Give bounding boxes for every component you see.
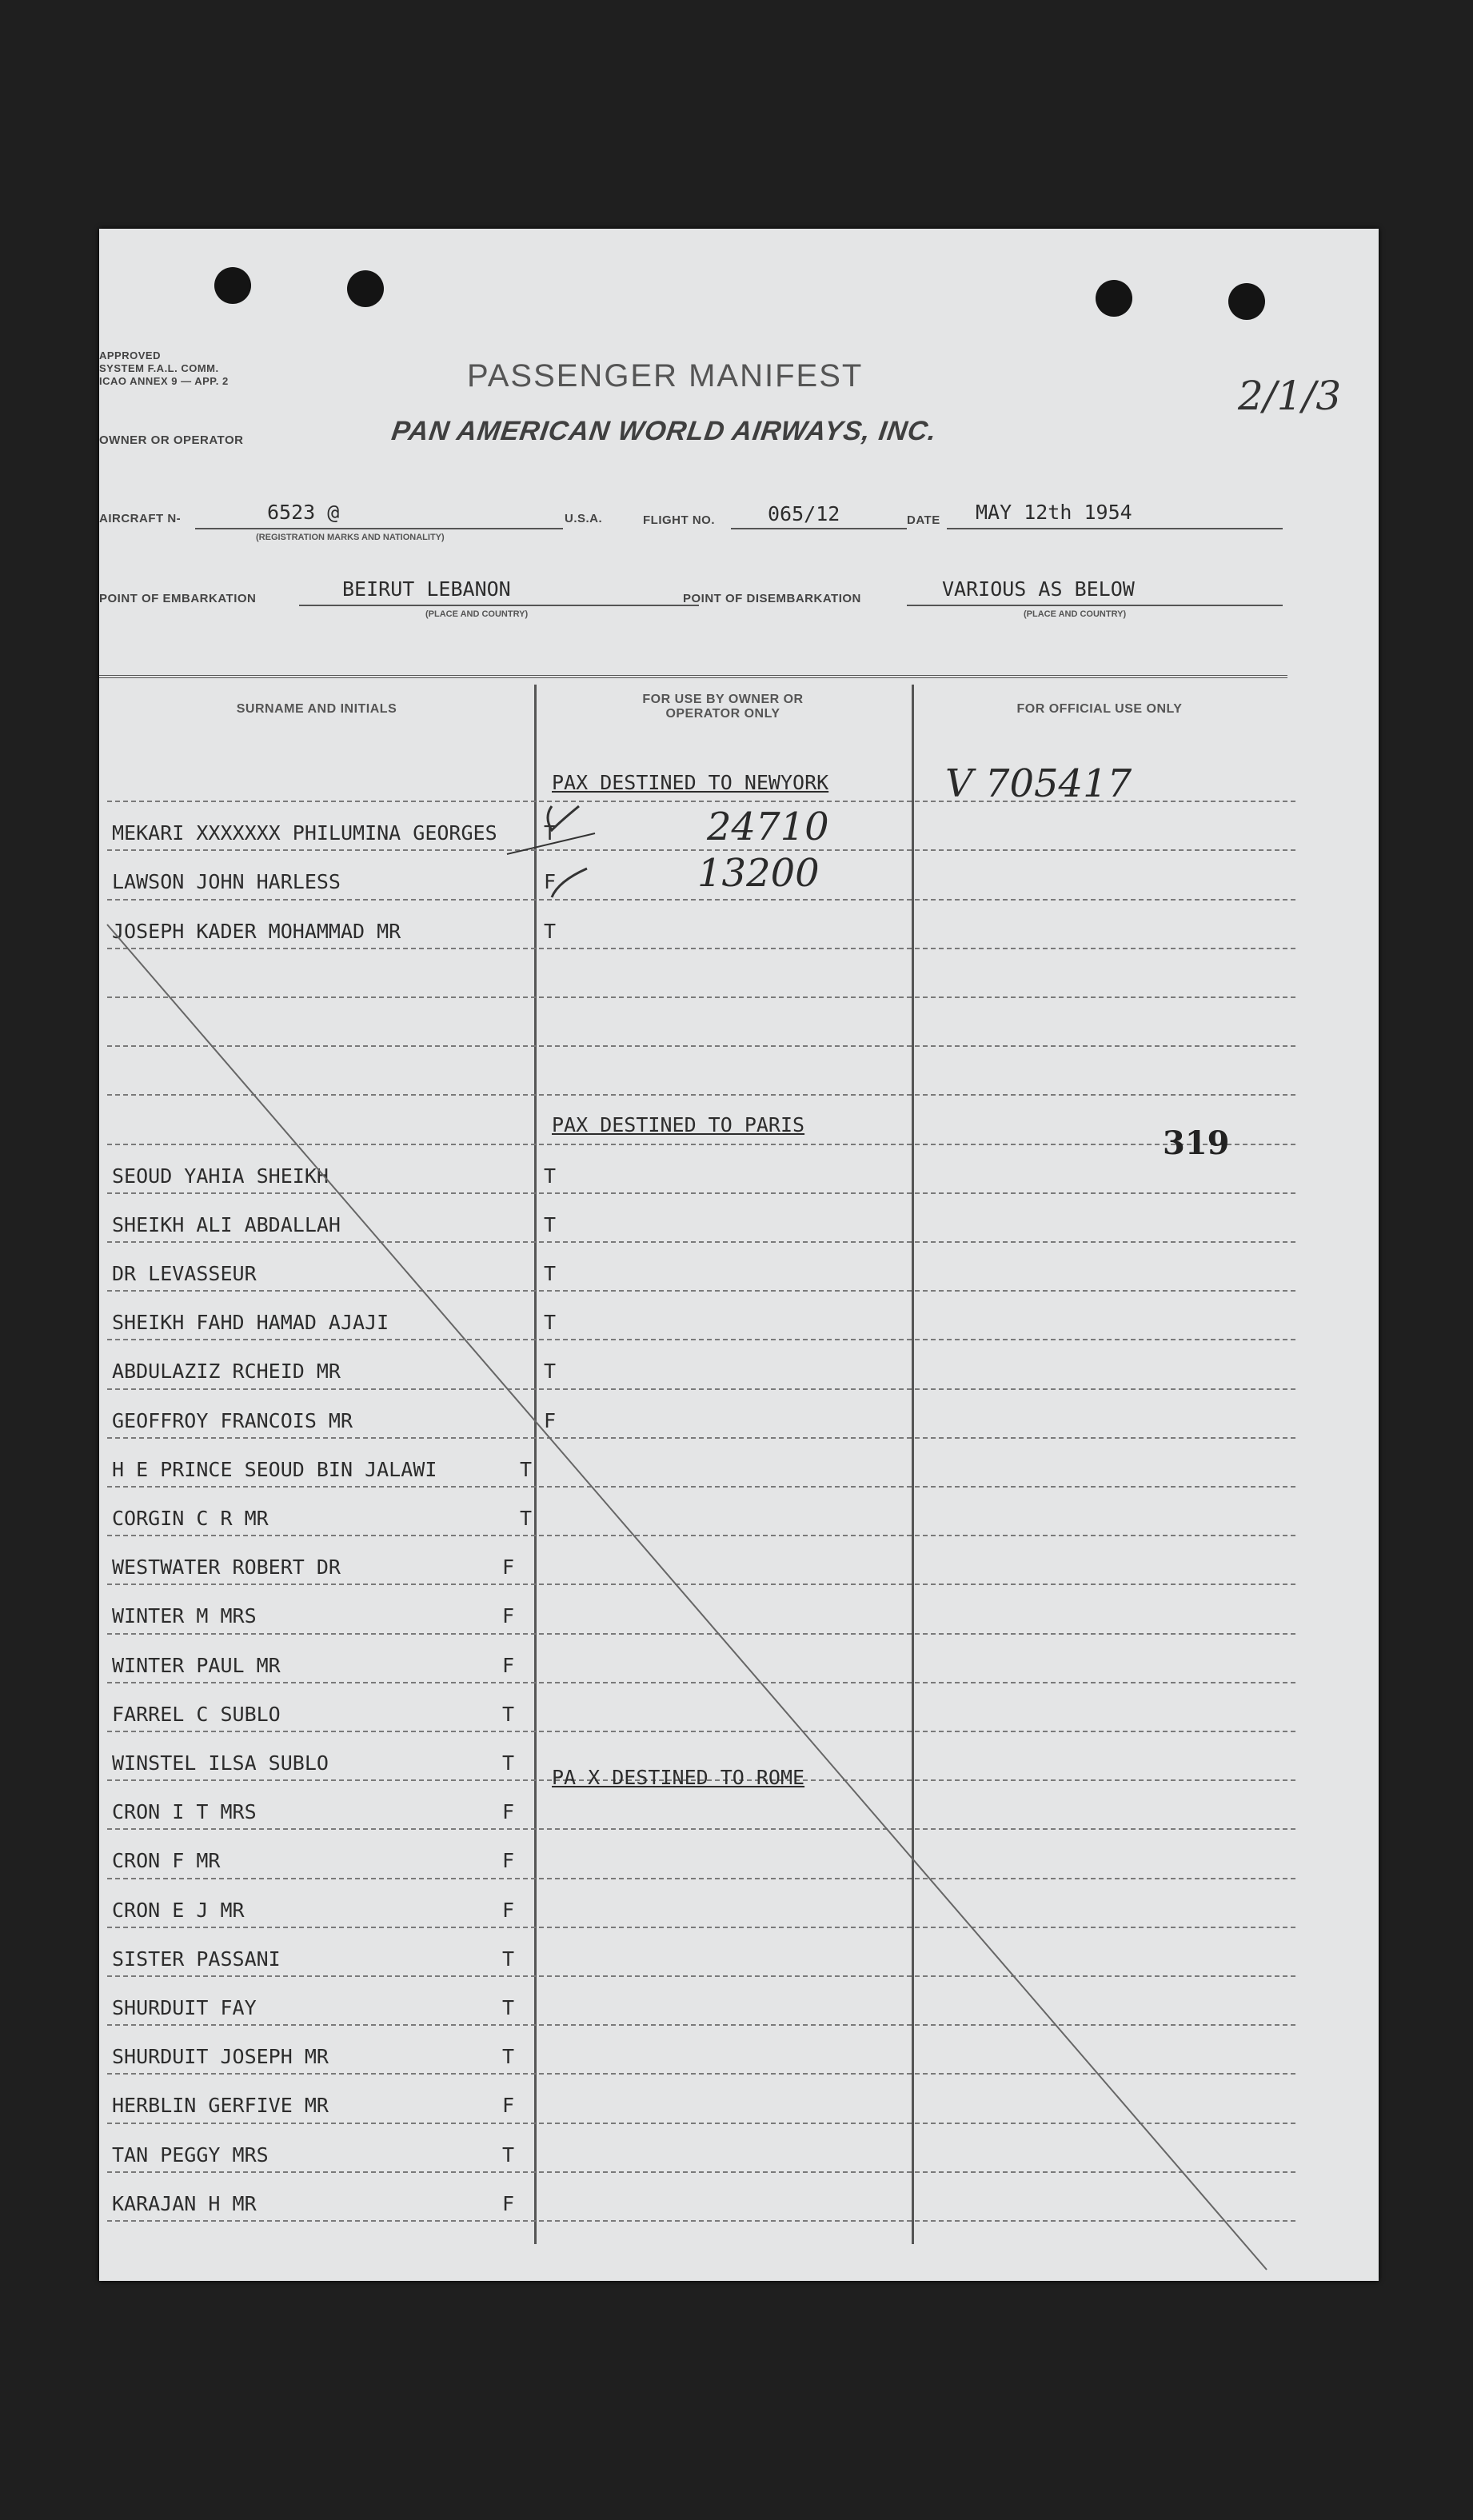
passenger-name: DR LEVASSEUR	[112, 1262, 257, 1285]
table-row	[99, 1293, 1295, 1342]
punch-hole	[1228, 283, 1265, 320]
passenger-name: FARREL C SUBLO	[112, 1702, 281, 1726]
table-row	[99, 1097, 1295, 1146]
row-rule	[107, 2123, 1295, 2124]
passenger-code: T	[502, 2143, 515, 2167]
table-row	[99, 1440, 1295, 1489]
row-rule	[107, 1144, 1295, 1145]
document-title: PASSENGER MANIFEST	[467, 358, 864, 393]
row-rule	[107, 1192, 1295, 1194]
passenger-code: T	[544, 1262, 557, 1285]
owner-label: OWNER OR OPERATOR	[99, 433, 244, 447]
passenger-count: 319	[1163, 1124, 1230, 1162]
fare-note: 13200	[697, 851, 820, 896]
passenger-code: T	[502, 1751, 515, 1775]
approval-line: APPROVED	[99, 349, 161, 361]
row-rule	[107, 1927, 1295, 1928]
registration-caption: (REGISTRATION MARKS AND NATIONALITY)	[256, 533, 445, 542]
airline-name: PAN AMERICAN WORLD AIRWAYS, INC.	[389, 416, 939, 446]
row-rule	[107, 1878, 1295, 1879]
row-rule	[107, 1975, 1295, 1977]
passenger-name: GEOFFROY FRANCOIS MR	[112, 1408, 353, 1432]
passenger-name: JOSEPH KADER MOHAMMAD MR	[112, 919, 401, 943]
passenger-code: T	[502, 1702, 515, 1726]
passenger-code: T	[502, 1996, 515, 2019]
table-row	[99, 1392, 1295, 1440]
table-row	[99, 1636, 1295, 1685]
passenger-code: F	[502, 1653, 515, 1677]
passenger-code: F	[502, 2094, 515, 2118]
table-row	[99, 2027, 1295, 2076]
passenger-name: TAN PEGGY MRS	[112, 2143, 269, 2167]
table-row	[99, 2175, 1295, 2223]
passenger-name: H E PRINCE SEOUD BIN JALAWI	[112, 1457, 437, 1481]
table-row	[99, 1342, 1295, 1391]
passenger-code: T	[520, 1457, 533, 1481]
table-row	[99, 1685, 1295, 1734]
passenger-name: CRON E J MR	[112, 1898, 245, 1922]
row-rule	[107, 899, 1295, 901]
passenger-code: T	[544, 1212, 557, 1236]
passenger-name: WINTER PAUL MR	[112, 1653, 281, 1677]
punch-hole	[1096, 280, 1132, 317]
passenger-name: ABDULAZIZ RCHEID MR	[112, 1360, 341, 1384]
passenger-name: LAWSON JOHN HARLESS	[112, 870, 341, 894]
official-mark: V 705417	[945, 761, 1132, 806]
passenger-code: F	[502, 1898, 515, 1922]
table-row	[99, 1196, 1295, 1244]
aircraft-value: 6523 @	[267, 501, 340, 524]
row-rule	[107, 2220, 1295, 2222]
table-row	[99, 1000, 1295, 1048]
row-rule	[107, 1045, 1295, 1047]
row-rule	[107, 1290, 1295, 1292]
section-note: PA X DESTINED TO ROME	[552, 1766, 805, 1789]
passenger-name: WESTWATER ROBERT DR	[112, 1556, 341, 1579]
usa-label: U.S.A.	[565, 512, 603, 525]
disembarkation-value: VARIOUS AS BELOW	[942, 577, 1135, 601]
row-rule	[107, 1828, 1295, 1830]
table-row	[99, 2076, 1295, 2125]
passenger-code: T	[502, 1947, 515, 1971]
table-row	[99, 1489, 1295, 1538]
passenger-code: T	[544, 1164, 557, 1188]
row-rule	[107, 1241, 1295, 1243]
row-rule	[107, 948, 1295, 949]
place-caption: (PLACE AND COUNTRY)	[425, 609, 529, 619]
passenger-code: T	[520, 1507, 533, 1530]
row-rule	[107, 996, 1295, 998]
owner-use-column-header: FOR USE BY OWNER OR OPERATOR ONLY	[642, 693, 804, 721]
surname-column-header: SURNAME AND INITIALS	[236, 702, 397, 716]
fare-note: 24710	[707, 805, 829, 849]
passenger-code: T	[544, 1360, 557, 1384]
passenger-code: F	[502, 1849, 515, 1873]
date-value: MAY 12th 1954	[976, 501, 1132, 524]
table-row	[99, 1538, 1295, 1587]
row-rule	[107, 1535, 1295, 1536]
flight-value: 065/12	[768, 502, 840, 525]
section-note: PAX DESTINED TO NEWYORK	[552, 771, 829, 794]
passenger-name: CORGIN C R MR	[112, 1507, 269, 1530]
passenger-name: CRON F MR	[112, 1849, 221, 1873]
row-rule	[107, 2171, 1295, 2173]
passenger-code: F	[544, 870, 557, 894]
row-rule	[107, 1682, 1295, 1683]
embarkation-label: POINT OF EMBARKATION	[99, 592, 257, 605]
row-rule	[107, 1388, 1295, 1390]
row-rule	[107, 1486, 1295, 1488]
row-rule	[107, 2073, 1295, 2075]
table-row	[99, 1244, 1295, 1293]
passenger-name: CRON I T MRS	[112, 1800, 257, 1824]
passenger-name: SHEIKH FAHD HAMAD AJAJI	[112, 1311, 389, 1335]
aircraft-label: AIRCRAFT N-	[99, 512, 182, 525]
table-row	[99, 1734, 1295, 1789]
place-caption: (PLACE AND COUNTRY)	[1024, 609, 1127, 619]
table-row	[99, 1147, 1295, 1196]
row-rule	[107, 1633, 1295, 1635]
passenger-name: SHURDUIT JOSEPH MR	[112, 2045, 329, 2069]
manifest-sheet	[99, 229, 1379, 2281]
header-rule	[99, 675, 1287, 678]
section-note: PAX DESTINED TO PARIS	[552, 1113, 805, 1137]
row-rule	[107, 1731, 1295, 1732]
passenger-name: WINTER M MRS	[112, 1604, 257, 1628]
table-row	[99, 1881, 1295, 1930]
table-row	[99, 1930, 1295, 1979]
row-rule	[107, 2024, 1295, 2026]
row-rule	[107, 1583, 1295, 1585]
passenger-code: T	[544, 919, 557, 943]
passenger-code: F	[502, 1800, 515, 1824]
approval-line: ICAO ANNEX 9 — APP. 2	[99, 375, 229, 387]
date-label: DATE	[907, 513, 940, 527]
passenger-name: SEOUD YAHIA SHEIKH	[112, 1164, 329, 1188]
disembarkation-label: POINT OF DISEMBARKATION	[683, 592, 861, 605]
row-rule	[107, 1437, 1295, 1439]
punch-hole	[214, 267, 251, 304]
table-row	[99, 804, 1295, 853]
table-row	[99, 1587, 1295, 1635]
passenger-code: F	[502, 1556, 515, 1579]
passenger-name: WINSTEL ILSA SUBLO	[112, 1751, 329, 1775]
passenger-name: KARAJAN H MR	[112, 2191, 257, 2215]
table-row	[99, 1783, 1295, 1831]
passenger-name: SHEIKH ALI ABDALLAH	[112, 1212, 341, 1236]
passenger-name: HERBLIN GERFIVE MR	[112, 2094, 329, 2118]
row-rule	[107, 1339, 1295, 1340]
approval-line: SYSTEM F.A.L. COMM.	[99, 362, 219, 374]
passenger-name: SISTER PASSANI	[112, 1947, 281, 1971]
table-row	[99, 2126, 1295, 2175]
row-rule	[107, 1094, 1295, 1096]
table-row	[99, 902, 1295, 951]
passenger-code: F	[544, 1408, 557, 1432]
passenger-code: T	[544, 821, 557, 845]
flight-label: FLIGHT NO.	[643, 513, 715, 527]
passenger-code: F	[502, 1604, 515, 1628]
passenger-name: MEKARI XXXXXXX PHILUMINA GEORGES	[112, 821, 497, 845]
table-row	[99, 951, 1295, 1000]
punch-hole	[347, 270, 384, 307]
table-row	[99, 1831, 1295, 1880]
passenger-code: T	[502, 2045, 515, 2069]
official-use-column-header: FOR OFFICIAL USE ONLY	[1016, 702, 1183, 716]
corner-note: 2/1/3	[1238, 373, 1342, 419]
table-row	[99, 1979, 1295, 2027]
passenger-code: F	[502, 2191, 515, 2215]
embarkation-value: BEIRUT LEBANON	[342, 577, 511, 601]
table-row	[99, 1048, 1295, 1097]
passenger-code: T	[544, 1311, 557, 1335]
passenger-name: SHURDUIT FAY	[112, 1996, 257, 2019]
